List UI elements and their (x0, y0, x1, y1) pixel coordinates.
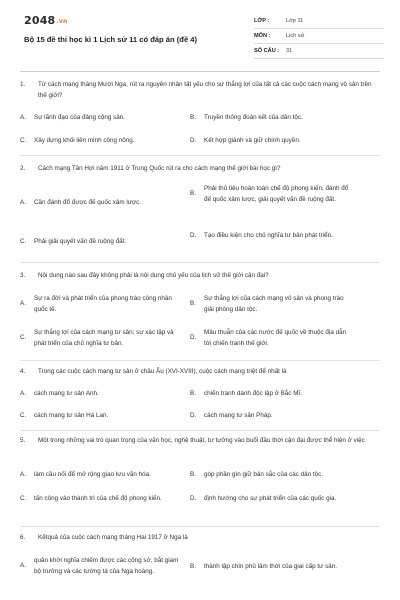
meta-row-subject (254, 29, 384, 44)
option-letter: A. (20, 114, 26, 121)
option-letter: B. (190, 190, 196, 198)
question-stem (20, 436, 380, 447)
option-6a[interactable] (20, 556, 184, 577)
option-2c[interactable] (20, 237, 184, 248)
option-4c[interactable] (20, 411, 184, 422)
question-divider (20, 262, 380, 263)
option-1a[interactable] (20, 113, 184, 124)
question-text: Trong các cuộc cách mạng tư sản ở châu Âu (XVI-XVIII), cuộc cách mạng triệt để nhất là (38, 368, 287, 375)
option-letter: A. (20, 390, 26, 397)
question-stem (20, 164, 380, 175)
option-letter: D. (190, 334, 197, 342)
option-4d[interactable] (190, 411, 354, 422)
question-stem (20, 367, 380, 378)
question-text: Kếtquả của cuộc cách mạng tháng Hai 1917 ở Nga là (38, 534, 188, 541)
question-divider (20, 430, 380, 431)
question-stem (20, 271, 380, 282)
question-3 (20, 271, 380, 282)
option-letter: D. (190, 232, 197, 239)
option-text: Kết hợp giành và giữ chính quyền. (204, 137, 301, 144)
meta-key: SỐ CÂU : (254, 48, 280, 54)
option-text: Phải thủ tiêu hoàn toàn chế độ phong kiến, đánh đổ đế quốc xâm lược, giải quyết vấn đề ruộng đất. (204, 185, 349, 203)
option-text: Mâu thuẫn của các nước đế quốc về thuộc địa dẫn tới chiến tranh thế giới. (204, 329, 347, 347)
option-text: tấn công vào thành trì của chế độ phong kiến. (34, 495, 162, 502)
question-4 (20, 367, 380, 378)
option-letter: C. (20, 238, 27, 245)
option-text: Sự lãnh đạo của đảng cộng sản. (34, 114, 126, 121)
option-1d[interactable] (190, 136, 354, 147)
option-letter: C. (20, 137, 27, 144)
logo-suffix: .vn (56, 18, 68, 25)
option-letter: A. (20, 562, 26, 570)
option-text: cách mạng tư sản Anh. (34, 390, 99, 397)
option-letter: C. (20, 412, 27, 419)
option-text: thành lập chín phủ lâm thời của giai cấp tư sản. (204, 563, 337, 570)
question-number: 5. (20, 437, 26, 444)
option-2b[interactable] (190, 184, 354, 205)
option-3a[interactable] (20, 294, 184, 315)
option-text: Sự thắng lợi của cách mạng tư sản; sự xác lập và phát triển của chủ nghĩa tư bản. (34, 329, 174, 347)
option-letter: B. (190, 563, 196, 570)
document-meta (254, 14, 384, 59)
option-text: Truyền thống đoàn kết của dân tộc. (204, 114, 303, 121)
option-letter: B. (190, 300, 196, 308)
question-1 (20, 80, 380, 101)
meta-row-class (254, 14, 384, 29)
option-text: định hướng cho sự phát triển của các quốc gia. (204, 495, 337, 502)
question-divider (20, 360, 380, 361)
question-6 (20, 533, 380, 544)
logo-text: 2048 (24, 14, 56, 27)
question-text: Cách mạng Tân Hợi năm 1911 ở Trung Quốc rút ra cho cách mạng thế giới bài học gì? (38, 165, 281, 172)
option-letter: A. (20, 300, 26, 308)
site-logo[interactable] (24, 14, 67, 27)
document-title: Bộ 15 đề thi học kì 1 Lịch sử 11 có đáp án (đề 4) (24, 35, 198, 44)
option-6b[interactable] (190, 562, 354, 573)
option-1b[interactable] (190, 113, 354, 124)
option-text: Sự thắng lợi của cách mạng vô sản và phong trào giải phóng dân tộc. (204, 295, 344, 313)
question-number: 2. (20, 165, 26, 172)
option-letter: B. (190, 390, 196, 397)
option-text: cách mạng tư sản Pháp. (204, 412, 273, 419)
question-number: 3. (20, 272, 26, 279)
meta-key: LỚP : (254, 18, 270, 24)
option-5a[interactable] (20, 470, 184, 481)
meta-value: Lịch sử (286, 33, 305, 39)
question-text: Một trong những vai trò quan trọng của văn học, nghệ thuật, tư tưởng vào buổi đầu thời cận đại được thể hiện ở việc (38, 437, 365, 444)
option-5c[interactable] (20, 494, 184, 505)
option-3b[interactable] (190, 294, 354, 315)
question-number: 1. (20, 81, 26, 88)
question-5 (20, 436, 380, 447)
option-text: cách mạng tư sản Hà Lan. (34, 412, 109, 419)
option-4a[interactable] (20, 389, 184, 400)
option-text: Xây dựng khối liên minh công nông. (34, 137, 135, 144)
question-number: 6. (20, 534, 26, 541)
meta-row-count (254, 44, 384, 59)
question-2 (20, 164, 380, 175)
option-2a[interactable] (20, 198, 184, 209)
option-text: Sự ra đời và phát triển của phong trào công nhân quốc tế. (34, 295, 172, 313)
option-letter: C. (20, 495, 27, 502)
meta-value: Lớp 11 (286, 18, 304, 24)
option-text: chiến tranh dành độc lập ở Bắc Mĩ. (204, 390, 302, 397)
meta-value: 31 (286, 48, 293, 54)
question-stem (20, 80, 380, 101)
option-3d[interactable] (190, 328, 354, 349)
option-letter: D. (190, 137, 197, 144)
option-letter: C. (20, 334, 27, 342)
option-text: Cần đánh đổ được đế quốc xâm lược. (34, 199, 142, 206)
question-text: Từ cách mạng tháng Mười Nga, rút ra nguyên nhân tất yếu cho sự thắng lợi của tất cả các cuộc cách mạng vô sản trên thế giới? (38, 81, 372, 99)
question-divider (20, 526, 380, 527)
option-letter: D. (190, 495, 197, 502)
option-text: làm cầu nối để mở rộng giao lưu văn hóa. (34, 471, 151, 478)
option-4b[interactable] (190, 389, 354, 400)
meta-key: MÔN : (254, 33, 271, 39)
option-1c[interactable] (20, 136, 184, 147)
option-letter: B. (190, 114, 196, 121)
question-divider (20, 155, 380, 156)
question-text: Nội dung nào sau đây không phải là nội dung chủ yếu của lịch sử thế giới cận đại? (38, 272, 269, 279)
option-letter: A. (20, 199, 26, 206)
option-2d[interactable] (190, 231, 354, 242)
option-5b[interactable] (190, 470, 354, 481)
document-header (0, 0, 400, 72)
option-5d[interactable] (190, 494, 354, 505)
header-divider (20, 71, 380, 72)
option-text: góp phần gìn giữ bản sắc của các dân tộc. (204, 471, 324, 478)
option-letter: A. (20, 471, 26, 478)
option-letter: B. (190, 471, 196, 478)
question-stem (20, 533, 380, 544)
option-letter: D. (190, 412, 197, 419)
option-text: quân khởi nghĩa chiếm được các công sở, bắt giam bộ trưởng và các tướng tá của Nga hoàng. (34, 557, 179, 575)
option-3c[interactable] (20, 328, 184, 349)
option-text: Phải giải quyết vấn đề ruộng đất. (34, 238, 127, 245)
question-number: 4. (20, 368, 26, 375)
option-text: Tạo điều kiện cho chủ nghĩa tư bản phát triển. (204, 232, 333, 239)
